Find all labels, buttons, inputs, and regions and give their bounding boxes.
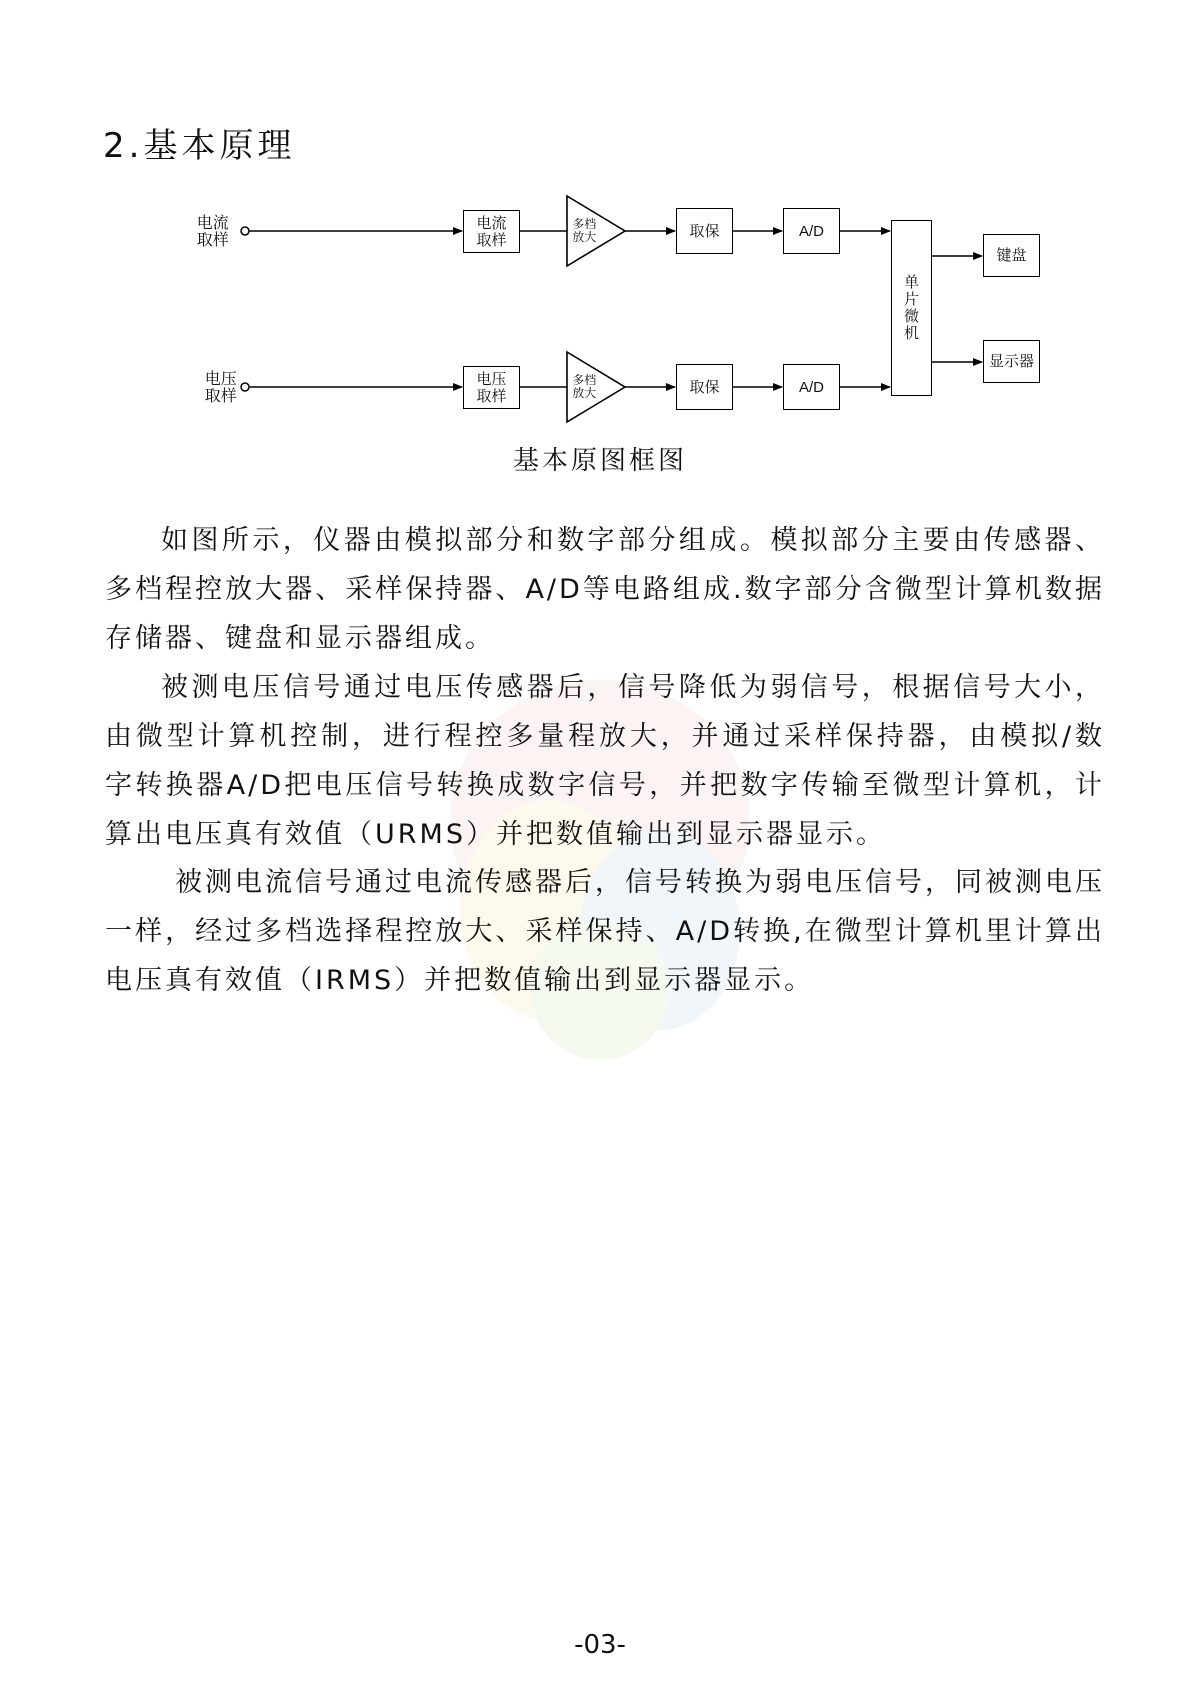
diagram-caption: 基本原图框图 xyxy=(512,446,687,476)
current-sampler-label: 电流取样 xyxy=(476,213,507,249)
voltage-sampler-label: 电压取样 xyxy=(476,369,507,405)
current-sample-hold-box xyxy=(676,208,733,254)
voltage-sample-hold-box xyxy=(676,364,733,410)
voltage-sampler-box xyxy=(463,366,520,409)
voltage-input-label: 电压取样 xyxy=(204,369,237,405)
paragraph-2: 被测电压信号通过电压传感器后，信号降低为弱信号，根据信号大小，由微型计算机控制，进行程控多量程放大，并通过采样保持器，由模拟/数字转换器A/D把电压信号转换成数字信号，并把数字传输至微型计算机，计算出电压真有效值（URMS）并把数值输出到显示器显示。 xyxy=(105,672,1105,850)
voltage-input-terminal xyxy=(241,383,249,391)
keyboard-box xyxy=(983,234,1040,277)
keyboard-label: 键盘 xyxy=(996,246,1027,264)
mcu-label: 单片微机 xyxy=(904,273,920,342)
block-diagram xyxy=(0,0,1200,460)
current-input-terminal xyxy=(241,227,249,235)
display-box xyxy=(983,340,1040,383)
paragraph-3: 被测电流信号通过电流传感器后，信号转换为弱电压信号，同被测电压一样，经过多档选择程控放大、采样保持、A/D转换,在微型计算机里计算出电压真有效值（IRMS）并把数值输出到显示器显示。 xyxy=(105,867,1105,996)
current-sample-hold-label: 取保 xyxy=(689,221,720,240)
current-adc-label: A/D xyxy=(798,222,824,240)
current-amplifier-label: 多档放大 xyxy=(572,217,597,244)
section-title: 2.基本原理 xyxy=(103,126,296,166)
paragraph-1: 如图所示，仪器由模拟部分和数字部分组成。模拟部分主要由传感器、多档程控放大器、采样保持器、A/D等电路组成.数字部分含微型计算机数据存储器、键盘和显示器组成。 xyxy=(105,525,1105,654)
voltage-sample-hold-label: 取保 xyxy=(689,377,720,396)
current-input-label: 电流取样 xyxy=(196,213,229,249)
page-number: -03- xyxy=(574,1630,626,1660)
mcu-box xyxy=(891,220,932,396)
current-adc-box xyxy=(783,208,840,254)
voltage-adc-label: A/D xyxy=(798,378,824,396)
current-sampler-box xyxy=(463,210,520,253)
voltage-amplifier-label: 多档放大 xyxy=(572,373,597,400)
voltage-adc-box xyxy=(783,364,840,410)
display-label: 显示器 xyxy=(988,352,1034,370)
